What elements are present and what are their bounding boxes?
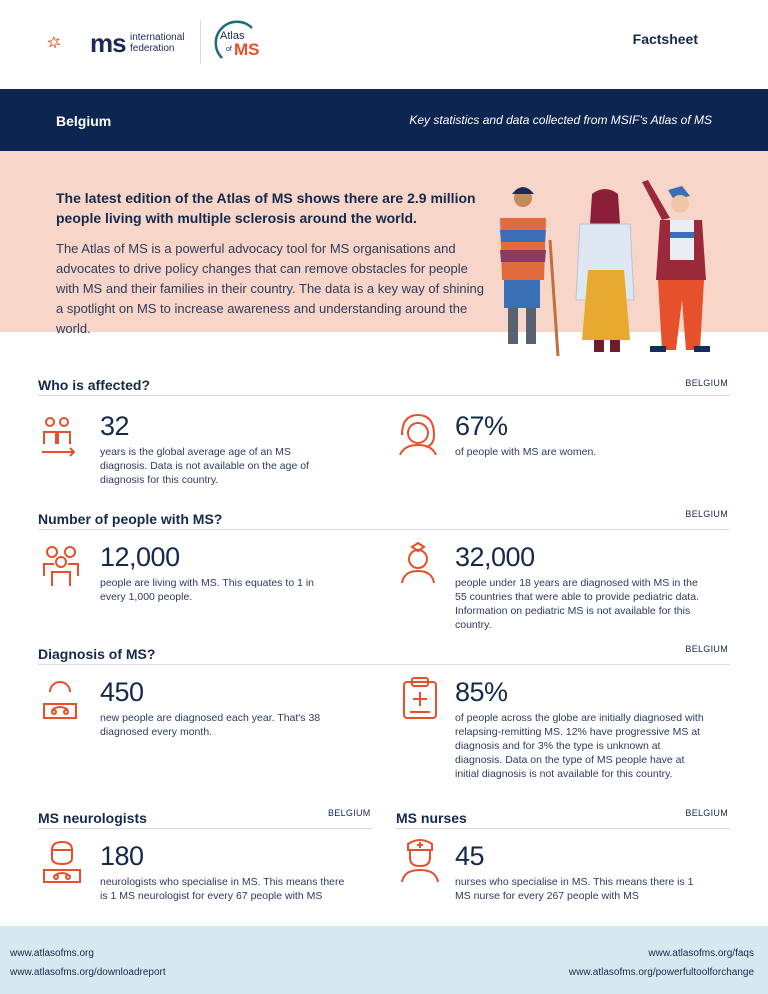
- country-banner: [0, 89, 768, 151]
- factsheet-label: Factsheet: [632, 31, 698, 47]
- msif-star-logo-icon: [48, 22, 92, 62]
- msif-logo-text: ms: [90, 28, 126, 58]
- atlas-of-ms-logo: [212, 20, 272, 66]
- logo-divider: [200, 20, 201, 64]
- nurse-icon: [398, 838, 442, 882]
- msif-logo-subtext: [130, 32, 184, 54]
- group-icon: [40, 544, 84, 588]
- stat-value-women: 67%: [455, 411, 508, 441]
- stat-desc-living: people are living with MS. This equates to 1 in every 1,000 people.: [100, 577, 315, 603]
- stat-desc-neurologists: neurologists who specialise in MS. This means there is 1 MS neurologist for every 67 people with MS: [100, 876, 345, 902]
- intro-body: The Atlas of MS is a powerful advocacy tool for MS organisations and advocates to drive policy changes that can remove obstacles for people with MS and their families in their country. The data is a key way of shining a spotlight on MS to increase awareness and understanding around the world.: [56, 241, 484, 336]
- stat-desc-women: of people with MS are women.: [455, 446, 597, 458]
- section-title-diagnosis: Diagnosis of MS?: [38, 646, 156, 662]
- section-divider: [38, 529, 730, 530]
- section-tag-who: BELGIUM: [685, 378, 728, 388]
- stat-desc-pediatric: people under 18 years are diagnosed with MS in the 55 countries that were able to provide pediatric data. Information on pediatric MS is not available for this country.: [455, 577, 699, 631]
- patient-icon: [40, 676, 84, 720]
- section-title-neurologists: MS neurologists: [38, 810, 147, 826]
- stat-value-living: 12,000: [100, 542, 180, 572]
- doctor-icon: [40, 840, 84, 884]
- section-tag-number: BELGIUM: [685, 509, 728, 519]
- stat-value-age: 32: [100, 411, 130, 441]
- age-diagnosis-icon: [40, 414, 84, 458]
- footer-link-faqs[interactable]: www.atlasofms.org/faqs: [648, 948, 754, 959]
- section-tag-diagnosis: BELGIUM: [685, 644, 728, 654]
- section-divider: [396, 828, 730, 829]
- section-title-who: Who is affected?: [38, 377, 151, 393]
- intro-lead-pre: The latest edition of the Atlas of MS shows there are: [56, 190, 408, 206]
- msif-logo-line-2: federation: [130, 43, 175, 54]
- footer-link-powerful-tool[interactable]: www.atlasofms.org/powerfultoolforchange: [568, 967, 754, 978]
- stat-value-neurologists: 180: [100, 841, 144, 871]
- section-title-nurses: MS nurses: [396, 810, 467, 826]
- section-divider: [38, 828, 372, 829]
- atlas-logo-of: of: [226, 46, 232, 53]
- country-name: Belgium: [56, 113, 112, 129]
- atlas-logo-word: Atlas: [220, 30, 245, 42]
- stat-value-pediatric: 32,000: [455, 542, 535, 572]
- intro-lead: [56, 188, 496, 228]
- intro-lead-strong: 2.9 million: [407, 190, 476, 206]
- section-divider: [38, 664, 730, 665]
- page-footer: [0, 926, 768, 994]
- stat-desc-age: years is the global average age of an MS diagnosis. Data is not available on the age of diagnosis for this country.: [100, 446, 309, 486]
- stat-value-new-diagnoses: 450: [100, 677, 144, 707]
- child-icon: [396, 541, 440, 585]
- intro-lead-post: people living with multiple sclerosis around the world.: [56, 210, 417, 226]
- stat-value-nurses: 45: [455, 841, 485, 871]
- page-header: [0, 0, 768, 89]
- footer-link-download[interactable]: www.atlasofms.org/downloadreport: [10, 967, 166, 978]
- section-tag-neurologists: BELGIUM: [328, 808, 371, 818]
- stat-desc-nurses: nurses who specialise in MS. This means there is 1 MS nurse for every 267 people with MS: [455, 876, 694, 902]
- footer-link-home[interactable]: www.atlasofms.org: [10, 948, 94, 959]
- atlas-logo-ms: MS: [234, 40, 260, 59]
- section-tag-nurses: BELGIUM: [685, 808, 728, 818]
- banner-subtitle: Key statistics and data collected from MSIF's Atlas of MS: [409, 113, 712, 127]
- clipboard-icon: [398, 676, 442, 720]
- section-divider: [38, 395, 730, 396]
- stat-desc-relapsing: of people across the globe are initially diagnosed with relapsing-remitting MS. 12% have progressive MS at diagnosis and for 3% the type is unknown at diagnosis. Data on the type of MS people have at initial diagnosis is not available for this country.: [455, 712, 704, 780]
- people-illustration-icon: [490, 180, 730, 360]
- stat-desc-new-diagnoses: new people are diagnosed each year. That's 38 diagnosed every month.: [100, 712, 321, 738]
- stat-value-relapsing: 85%: [455, 677, 508, 707]
- msif-logo-line-1: international: [130, 32, 185, 43]
- section-title-number: Number of people with MS?: [38, 511, 223, 527]
- woman-icon: [396, 411, 440, 455]
